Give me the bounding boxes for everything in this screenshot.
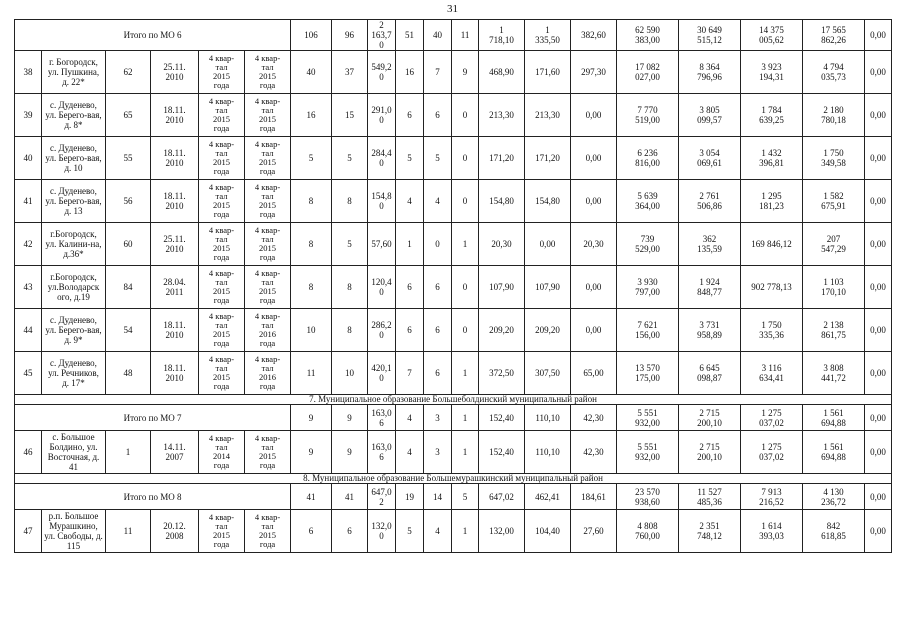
- cost-fund: 2 715 200,10: [679, 405, 741, 431]
- table-row: [15, 352, 892, 395]
- cost-extra: 0,00: [865, 51, 892, 94]
- rooms-total: 7: [396, 352, 424, 395]
- actual-date: 4 квар- тал 2015 года: [245, 180, 291, 223]
- recognition-date: 25.11. 2010: [151, 51, 199, 94]
- area-private: 110,10: [525, 405, 571, 431]
- cost-local: 2 180 780,18: [803, 94, 865, 137]
- area-municipal: 297,30: [571, 51, 617, 94]
- rooms-municipal: 0: [452, 180, 479, 223]
- house-address: р.п. Большое Мурашкино, ул. Свободы, д. 115: [42, 510, 106, 553]
- apartments-resettled: 8: [332, 180, 368, 223]
- recognition-date: 14.11. 2007: [151, 431, 199, 474]
- table-row: [15, 223, 892, 266]
- area-total: 284,4 0: [368, 137, 396, 180]
- cost-extra: 0,00: [865, 484, 892, 510]
- area-resettled: 20,30: [479, 223, 525, 266]
- apartments-total: 11: [291, 352, 332, 395]
- total-label: Итого по МО 7: [15, 405, 291, 431]
- cost-local: 1 103 170,10: [803, 266, 865, 309]
- area-total: 120,4 0: [368, 266, 396, 309]
- total-label: Итого по МО 6: [15, 20, 291, 51]
- document-number: 84: [106, 266, 151, 309]
- cost-extra: 0,00: [865, 431, 892, 474]
- cost-region: 1 275 037,02: [741, 431, 803, 474]
- table-row: [15, 431, 892, 474]
- table-row: [15, 309, 892, 352]
- area-private: 1 335,50: [525, 20, 571, 51]
- area-private: 110,10: [525, 431, 571, 474]
- section-title: 8. Муниципальное образование Большемурашкинский муниципальный район: [15, 474, 892, 484]
- actual-date: 4 квар- тал 2015 года: [245, 510, 291, 553]
- area-municipal: 0,00: [571, 309, 617, 352]
- cost-region: 14 375 005,62: [741, 20, 803, 51]
- cost-region: 1 750 335,36: [741, 309, 803, 352]
- house-address: с. Большое Болдино, ул. Восточная, д. 41: [42, 431, 106, 474]
- planned-date: 4 квар- тал 2015 года: [199, 51, 245, 94]
- cost-extra: 0,00: [865, 137, 892, 180]
- area-total: 286,2 0: [368, 309, 396, 352]
- table-row: [15, 94, 892, 137]
- cost-local: 4 794 035,73: [803, 51, 865, 94]
- apartments-resettled: 6: [332, 510, 368, 553]
- house-address: с. Дуденево, ул. Берего-вая, д. 13: [42, 180, 106, 223]
- area-private: 213,30: [525, 94, 571, 137]
- apartments-total: 41: [291, 484, 332, 510]
- rooms-total: 1: [396, 223, 424, 266]
- planned-date: 4 квар- тал 2014 года: [199, 431, 245, 474]
- document-number: 60: [106, 223, 151, 266]
- total-row: [15, 405, 892, 431]
- cost-extra: 0,00: [865, 180, 892, 223]
- cost-total: 5 551 932,00: [617, 431, 679, 474]
- cost-fund: 8 364 796,96: [679, 51, 741, 94]
- planned-date: 4 квар- тал 2015 года: [199, 309, 245, 352]
- cost-total: 23 570 938,60: [617, 484, 679, 510]
- cost-fund: 362 135,59: [679, 223, 741, 266]
- cost-total: 739 529,00: [617, 223, 679, 266]
- area-resettled: 372,50: [479, 352, 525, 395]
- planned-date: 4 квар- тал 2015 года: [199, 352, 245, 395]
- cost-local: 3 808 441,72: [803, 352, 865, 395]
- area-municipal: 0,00: [571, 180, 617, 223]
- cost-total: 3 930 797,00: [617, 266, 679, 309]
- area-total: 291,0 0: [368, 94, 396, 137]
- document-number: 48: [106, 352, 151, 395]
- rooms-private: 3: [424, 431, 452, 474]
- row-number: 47: [15, 510, 42, 553]
- apartments-total: 9: [291, 405, 332, 431]
- area-municipal: 0,00: [571, 94, 617, 137]
- apartments-resettled: 9: [332, 405, 368, 431]
- area-resettled: 647,02: [479, 484, 525, 510]
- page-number: 31: [447, 3, 458, 15]
- section-row: [15, 474, 892, 484]
- cost-fund: 3 054 069,61: [679, 137, 741, 180]
- recognition-date: 18.11. 2010: [151, 352, 199, 395]
- rooms-private: 6: [424, 266, 452, 309]
- area-resettled: 152,40: [479, 431, 525, 474]
- rooms-municipal: 0: [452, 309, 479, 352]
- rooms-private: 14: [424, 484, 452, 510]
- area-municipal: 27,60: [571, 510, 617, 553]
- cost-total: 62 590 383,00: [617, 20, 679, 51]
- rooms-private: 6: [424, 352, 452, 395]
- cost-total: 7 770 519,00: [617, 94, 679, 137]
- cost-total: 17 082 027,00: [617, 51, 679, 94]
- planned-date: 4 квар- тал 2015 года: [199, 94, 245, 137]
- total-row: [15, 484, 892, 510]
- rooms-total: 19: [396, 484, 424, 510]
- actual-date: 4 квар- тал 2015 года: [245, 94, 291, 137]
- rooms-total: 6: [396, 266, 424, 309]
- apartments-resettled: 9: [332, 431, 368, 474]
- cost-local: 1 750 349,58: [803, 137, 865, 180]
- cost-region: 902 778,13: [741, 266, 803, 309]
- cost-fund: 2 715 200,10: [679, 431, 741, 474]
- document-number: 54: [106, 309, 151, 352]
- planned-date: 4 квар- тал 2015 года: [199, 223, 245, 266]
- cost-region: 1 295 181,23: [741, 180, 803, 223]
- rooms-municipal: 1: [452, 223, 479, 266]
- apartments-total: 40: [291, 51, 332, 94]
- cost-region: 1 275 037,02: [741, 405, 803, 431]
- rooms-private: 0: [424, 223, 452, 266]
- house-address: с. Дуденево, ул. Речников, д. 17*: [42, 352, 106, 395]
- document-number: 55: [106, 137, 151, 180]
- table-row: [15, 266, 892, 309]
- apartments-resettled: 15: [332, 94, 368, 137]
- cost-fund: 2 351 748,12: [679, 510, 741, 553]
- row-number: 41: [15, 180, 42, 223]
- area-total: 132,0 0: [368, 510, 396, 553]
- cost-extra: 0,00: [865, 405, 892, 431]
- rooms-private: 5: [424, 137, 452, 180]
- cost-local: 1 582 675,91: [803, 180, 865, 223]
- rooms-private: 40: [424, 20, 452, 51]
- table-row: [15, 137, 892, 180]
- area-total: 420,1 0: [368, 352, 396, 395]
- section-row: [15, 395, 892, 405]
- area-resettled: 152,40: [479, 405, 525, 431]
- actual-date: 4 квар- тал 2015 года: [245, 51, 291, 94]
- rooms-private: 7: [424, 51, 452, 94]
- cost-extra: 0,00: [865, 309, 892, 352]
- cost-fund: 3 731 958,89: [679, 309, 741, 352]
- rooms-municipal: 0: [452, 137, 479, 180]
- planned-date: 4 квар- тал 2015 года: [199, 266, 245, 309]
- area-total: 2 163,7 0: [368, 20, 396, 51]
- area-total: 154,8 0: [368, 180, 396, 223]
- apartments-resettled: 5: [332, 223, 368, 266]
- rooms-municipal: 1: [452, 510, 479, 553]
- area-total: 549,2 0: [368, 51, 396, 94]
- rooms-total: 51: [396, 20, 424, 51]
- recognition-date: 28.04. 2011: [151, 266, 199, 309]
- rooms-municipal: 5: [452, 484, 479, 510]
- area-resettled: 1 718,10: [479, 20, 525, 51]
- cost-local: 17 565 862,26: [803, 20, 865, 51]
- cost-fund: 11 527 485,36: [679, 484, 741, 510]
- apartments-resettled: 41: [332, 484, 368, 510]
- area-total: 163,0 6: [368, 405, 396, 431]
- area-total: 647,0 2: [368, 484, 396, 510]
- cost-local: 842 618,85: [803, 510, 865, 553]
- area-municipal: 20,30: [571, 223, 617, 266]
- recognition-date: 18.11. 2010: [151, 309, 199, 352]
- rooms-municipal: 11: [452, 20, 479, 51]
- apartments-total: 16: [291, 94, 332, 137]
- cost-fund: 6 645 098,87: [679, 352, 741, 395]
- row-number: 46: [15, 431, 42, 474]
- area-resettled: 209,20: [479, 309, 525, 352]
- actual-date: 4 квар- тал 2015 года: [245, 431, 291, 474]
- actual-date: 4 квар- тал 2016 года: [245, 309, 291, 352]
- rooms-total: 6: [396, 309, 424, 352]
- apartments-resettled: 37: [332, 51, 368, 94]
- apartments-total: 10: [291, 309, 332, 352]
- rooms-total: 5: [396, 137, 424, 180]
- rooms-total: 5: [396, 510, 424, 553]
- apartments-resettled: 96: [332, 20, 368, 51]
- cost-local: 2 138 861,75: [803, 309, 865, 352]
- rooms-private: 6: [424, 309, 452, 352]
- cost-local: 4 130 236,72: [803, 484, 865, 510]
- cost-extra: 0,00: [865, 266, 892, 309]
- apartments-total: 8: [291, 266, 332, 309]
- total-row: [15, 20, 892, 51]
- row-number: 39: [15, 94, 42, 137]
- rooms-private: 4: [424, 510, 452, 553]
- area-municipal: 65,00: [571, 352, 617, 395]
- area-resettled: 154,80: [479, 180, 525, 223]
- rooms-municipal: 0: [452, 94, 479, 137]
- area-private: 107,90: [525, 266, 571, 309]
- cost-total: 7 621 156,00: [617, 309, 679, 352]
- cost-region: 1 784 639,25: [741, 94, 803, 137]
- apartments-total: 5: [291, 137, 332, 180]
- house-address: г.Богородск, ул.Володарск ого, д.19: [42, 266, 106, 309]
- apartments-resettled: 8: [332, 266, 368, 309]
- area-resettled: 132,00: [479, 510, 525, 553]
- resettlement-table: [14, 19, 892, 553]
- cost-total: 4 808 760,00: [617, 510, 679, 553]
- area-resettled: 213,30: [479, 94, 525, 137]
- area-total: 163,0 6: [368, 431, 396, 474]
- cost-extra: 0,00: [865, 223, 892, 266]
- area-municipal: 42,30: [571, 431, 617, 474]
- rooms-total: 4: [396, 431, 424, 474]
- actual-date: 4 квар- тал 2015 года: [245, 266, 291, 309]
- area-municipal: 184,61: [571, 484, 617, 510]
- document-number: 62: [106, 51, 151, 94]
- actual-date: 4 квар- тал 2015 года: [245, 223, 291, 266]
- apartments-total: 106: [291, 20, 332, 51]
- apartments-resettled: 8: [332, 309, 368, 352]
- house-address: г. Богородск, ул. Пушкина, д. 22*: [42, 51, 106, 94]
- recognition-date: 18.11. 2010: [151, 94, 199, 137]
- row-number: 40: [15, 137, 42, 180]
- area-private: 154,80: [525, 180, 571, 223]
- cost-region: 3 116 634,41: [741, 352, 803, 395]
- cost-region: 7 913 216,52: [741, 484, 803, 510]
- actual-date: 4 квар- тал 2016 года: [245, 352, 291, 395]
- area-resettled: 468,90: [479, 51, 525, 94]
- rooms-total: 4: [396, 180, 424, 223]
- row-number: 38: [15, 51, 42, 94]
- area-municipal: 42,30: [571, 405, 617, 431]
- apartments-total: 8: [291, 223, 332, 266]
- row-number: 45: [15, 352, 42, 395]
- area-total: 57,60: [368, 223, 396, 266]
- rooms-municipal: 9: [452, 51, 479, 94]
- row-number: 43: [15, 266, 42, 309]
- house-address: с. Дуденево, ул. Берего-вая, д. 8*: [42, 94, 106, 137]
- section-title: 7. Муниципальное образование Большеболдинский муниципальный район: [15, 395, 892, 405]
- recognition-date: 20.12. 2008: [151, 510, 199, 553]
- document-number: 56: [106, 180, 151, 223]
- house-address: с. Дуденево, ул. Берего-вая, д. 9*: [42, 309, 106, 352]
- cost-region: 1 432 396,81: [741, 137, 803, 180]
- total-label: Итого по МО 8: [15, 484, 291, 510]
- house-address: с. Дуденево, ул. Берего-вая, д. 10: [42, 137, 106, 180]
- area-municipal: 382,60: [571, 20, 617, 51]
- rooms-private: 4: [424, 180, 452, 223]
- cost-local: 1 561 694,88: [803, 431, 865, 474]
- recognition-date: 18.11. 2010: [151, 180, 199, 223]
- apartments-resettled: 5: [332, 137, 368, 180]
- area-private: 0,00: [525, 223, 571, 266]
- area-private: 209,20: [525, 309, 571, 352]
- planned-date: 4 квар- тал 2015 года: [199, 180, 245, 223]
- area-municipal: 0,00: [571, 266, 617, 309]
- cost-fund: 30 649 515,12: [679, 20, 741, 51]
- house-address: г.Богородск, ул. Калини-на, д.36*: [42, 223, 106, 266]
- area-private: 307,50: [525, 352, 571, 395]
- area-resettled: 107,90: [479, 266, 525, 309]
- rooms-municipal: 0: [452, 266, 479, 309]
- recognition-date: 25.11. 2010: [151, 223, 199, 266]
- table-row: [15, 510, 892, 553]
- cost-region: 3 923 194,31: [741, 51, 803, 94]
- apartments-total: 8: [291, 180, 332, 223]
- cost-extra: 0,00: [865, 20, 892, 51]
- cost-region: 1 614 393,03: [741, 510, 803, 553]
- row-number: 42: [15, 223, 42, 266]
- cost-extra: 0,00: [865, 510, 892, 553]
- cost-extra: 0,00: [865, 352, 892, 395]
- document-number: 1: [106, 431, 151, 474]
- rooms-total: 6: [396, 94, 424, 137]
- table-row: [15, 180, 892, 223]
- cost-total: 13 570 175,00: [617, 352, 679, 395]
- planned-date: 4 квар- тал 2015 года: [199, 137, 245, 180]
- cost-total: 5 551 932,00: [617, 405, 679, 431]
- apartments-resettled: 10: [332, 352, 368, 395]
- document-number: 65: [106, 94, 151, 137]
- cost-fund: 3 805 099,57: [679, 94, 741, 137]
- document-number: 11: [106, 510, 151, 553]
- rooms-private: 6: [424, 94, 452, 137]
- table-row: [15, 51, 892, 94]
- apartments-total: 6: [291, 510, 332, 553]
- recognition-date: 18.11. 2010: [151, 137, 199, 180]
- area-private: 462,41: [525, 484, 571, 510]
- row-number: 44: [15, 309, 42, 352]
- rooms-private: 3: [424, 405, 452, 431]
- area-private: 171,20: [525, 137, 571, 180]
- cost-region: 169 846,12: [741, 223, 803, 266]
- planned-date: 4 квар- тал 2015 года: [199, 510, 245, 553]
- cost-fund: 1 924 848,77: [679, 266, 741, 309]
- actual-date: 4 квар- тал 2015 года: [245, 137, 291, 180]
- cost-extra: 0,00: [865, 94, 892, 137]
- rooms-municipal: 1: [452, 352, 479, 395]
- area-private: 104,40: [525, 510, 571, 553]
- apartments-total: 9: [291, 431, 332, 474]
- area-private: 171,60: [525, 51, 571, 94]
- cost-total: 5 639 364,00: [617, 180, 679, 223]
- rooms-municipal: 1: [452, 405, 479, 431]
- area-municipal: 0,00: [571, 137, 617, 180]
- area-resettled: 171,20: [479, 137, 525, 180]
- rooms-total: 4: [396, 405, 424, 431]
- rooms-municipal: 1: [452, 431, 479, 474]
- cost-fund: 2 761 506,86: [679, 180, 741, 223]
- cost-local: 1 561 694,88: [803, 405, 865, 431]
- rooms-total: 16: [396, 51, 424, 94]
- cost-local: 207 547,29: [803, 223, 865, 266]
- cost-total: 6 236 816,00: [617, 137, 679, 180]
